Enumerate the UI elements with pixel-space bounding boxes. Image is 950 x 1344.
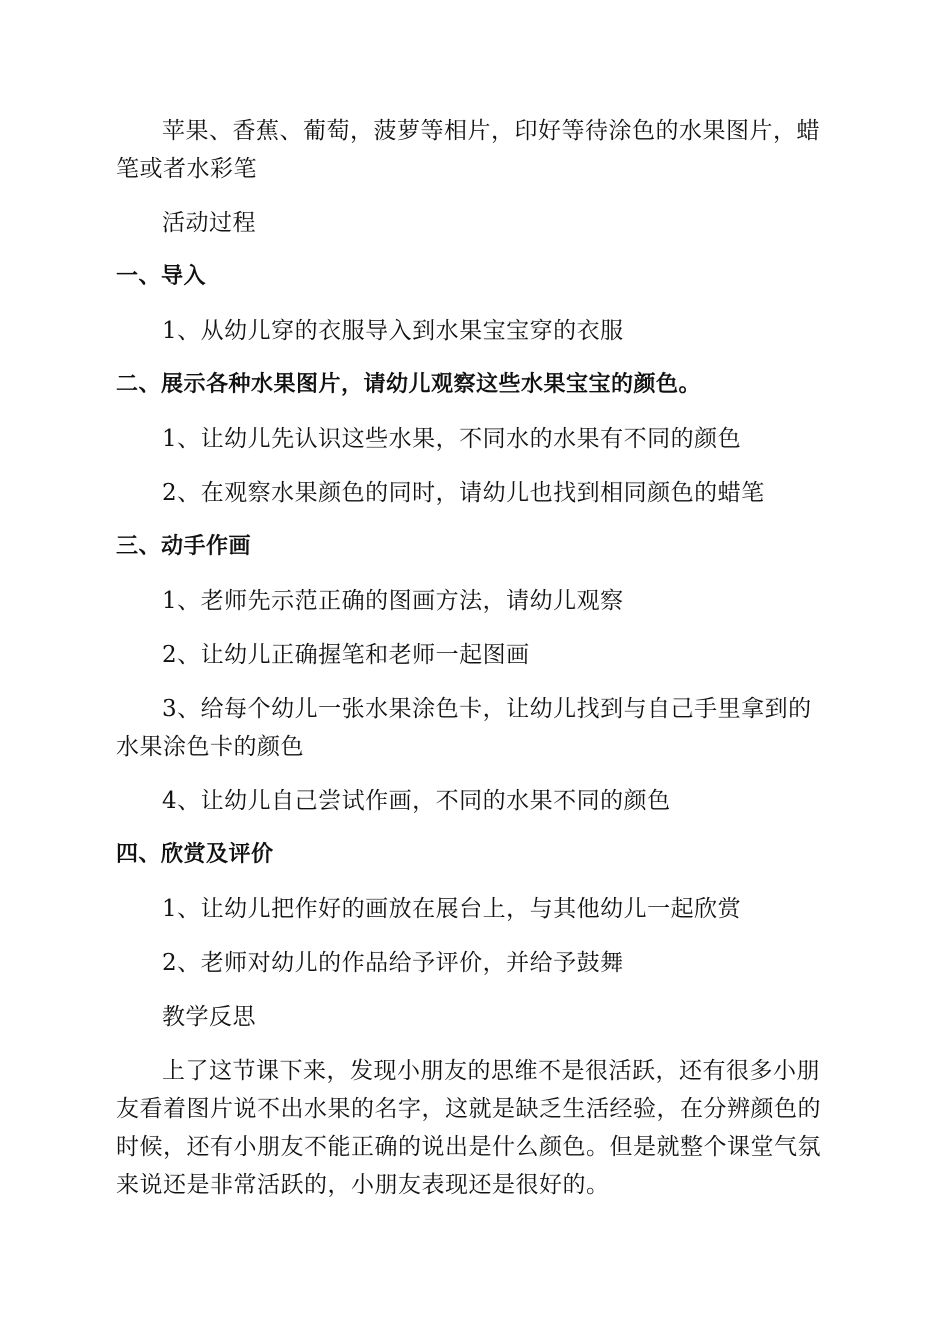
- section-heading-show-pictures: 二、展示各种水果图片，请幼儿观察这些水果宝宝的颜色。: [116, 372, 702, 397]
- section-heading-drawing: 三、动手作画: [116, 534, 252, 559]
- show-step-1: 1、让幼儿先认识这些水果，不同水的水果有不同的颜色: [162, 426, 742, 452]
- materials-paragraph: 苹果、香蕉、葡萄，菠萝等相片，印好等待涂色的水果图片，蜡笔或者水彩笔: [116, 118, 820, 182]
- section-heading-appreciation: 四、欣赏及评价: [116, 842, 274, 867]
- intro-step-1: 1、从幼儿穿的衣服导入到水果宝宝穿的衣服: [162, 318, 624, 344]
- appreciation-step-2: 2、老师对幼儿的作品给予评价，并给予鼓舞: [162, 950, 624, 976]
- appreciation-step-1: 1、让幼儿把作好的画放在展台上，与其他幼儿一起欣赏: [162, 896, 742, 922]
- activity-process-label: 活动过程: [162, 210, 256, 236]
- drawing-step-4: 4、让幼儿自己尝试作画，不同的水果不同的颜色: [162, 788, 671, 814]
- reflection-label: 教学反思: [162, 1004, 256, 1030]
- show-step-2: 2、在观察水果颜色的同时，请幼儿也找到相同颜色的蜡笔: [162, 480, 765, 506]
- drawing-step-1: 1、老师先示范正确的图画方法，请幼儿观察: [162, 588, 624, 614]
- reflection-paragraph: 上了这节课下来，发现小朋友的思维不是很活跃，还有很多小朋友看着图片说不出水果的名字，这就是缺乏生活经验，在分辨颜色的时候，还有小朋友不能正确的说出是什么颜色。但是就整个课堂气氛来说还是非常活跃的，小朋友表现还是很好的。: [116, 1058, 821, 1198]
- drawing-step-2: 2、让幼儿正确握笔和老师一起图画: [162, 642, 530, 668]
- drawing-step-3: 3、给每个幼儿一张水果涂色卡，让幼儿找到与自己手里拿到的水果涂色卡的颜色: [116, 696, 812, 760]
- section-heading-intro: 一、导入: [116, 264, 207, 289]
